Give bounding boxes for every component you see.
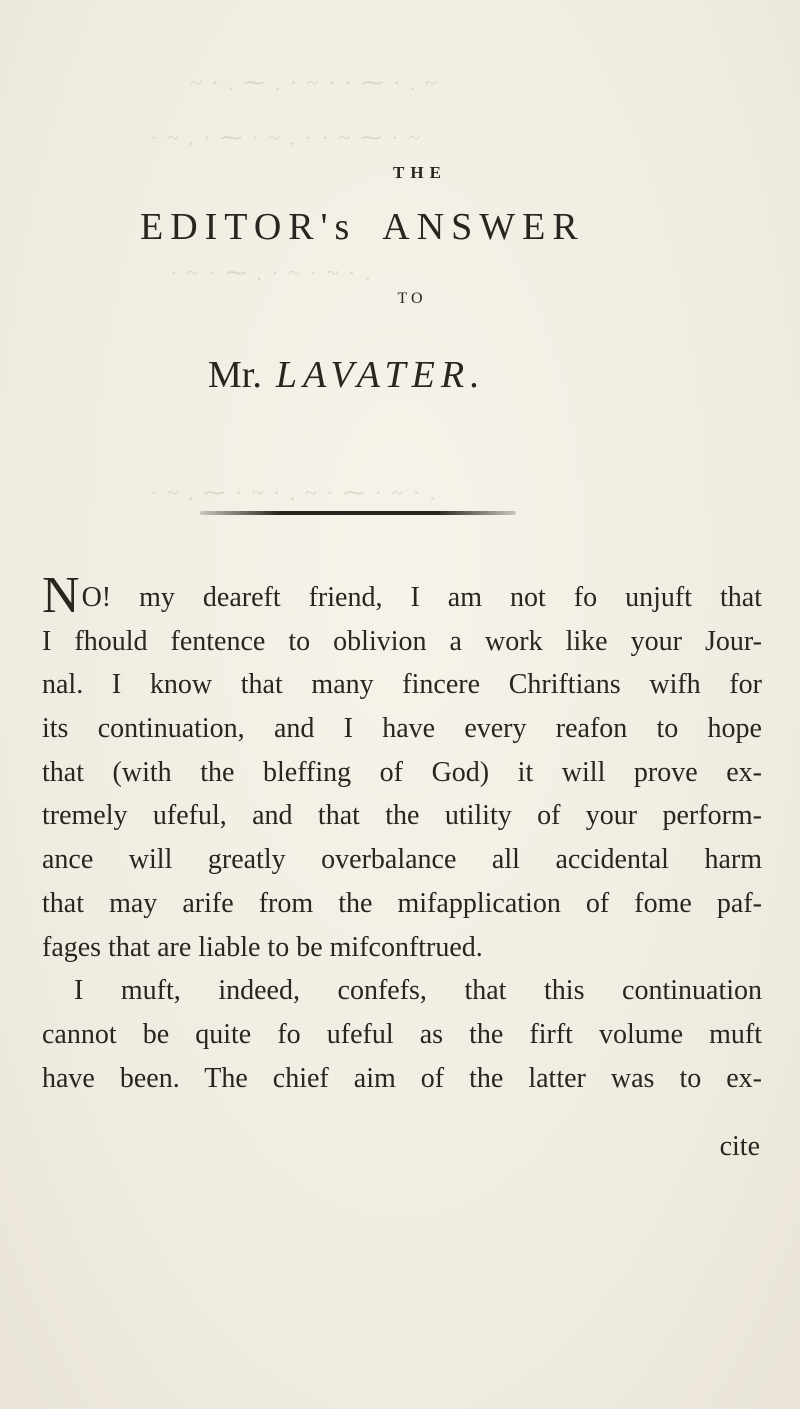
text-line: have been. The chief aim of the latter was to ex- bbox=[42, 1062, 762, 1094]
show-through-texture: · ~ . ⁓ · ~ · . ~ · ⁓ · ~ · . bbox=[150, 480, 438, 505]
text-line: tremely ufeful, and that the utility of your perform- bbox=[42, 800, 762, 832]
body-text bbox=[42, 576, 762, 1100]
page-title bbox=[140, 205, 585, 249]
title-mr: Mr. bbox=[208, 354, 262, 396]
text-line: that may arife from the mifapplication of fome paf- bbox=[42, 887, 762, 919]
text-line: its continuation, and I have every reafon to hope bbox=[42, 713, 762, 745]
text-line: ance will greatly overbalance all accidental harm bbox=[42, 844, 762, 876]
text-line: nal. I know that many fincere Chriftians wifh for bbox=[42, 669, 762, 701]
text-line bbox=[42, 576, 762, 620]
text-line: fages that are liable to be mifconftrued. bbox=[42, 931, 483, 963]
catchword: cite bbox=[719, 1131, 760, 1162]
title-rule bbox=[200, 511, 516, 515]
title-addressee bbox=[208, 353, 486, 397]
text-line: I fhould fentence to oblivion a work like your Jour- bbox=[42, 625, 762, 657]
title-to: TO bbox=[397, 290, 427, 307]
text-line-1: O! my deareft friend, I am not fo unjuft that bbox=[81, 582, 762, 613]
text-line: cannot be quite fo ufeful as the firft volume muft bbox=[42, 1018, 762, 1050]
drop-cap: N bbox=[42, 576, 80, 620]
text-line: that (with the bleffing of God) it will prove ex- bbox=[42, 756, 762, 788]
title-answer: ANSWER bbox=[382, 206, 585, 248]
show-through-texture: · ~ . · ⁓ · ~ . · · ~ ⁓ · ~ bbox=[150, 125, 423, 150]
text-line: I muft, indeed, confefs, that this continuation bbox=[74, 975, 762, 1007]
show-through-texture: · ~ · ⁓ . · ~ · ~ · . bbox=[170, 260, 373, 285]
title-the: THE bbox=[393, 163, 447, 182]
title-editors: EDITOR's bbox=[140, 206, 357, 248]
title-lavater: LAVATER. bbox=[275, 354, 486, 396]
show-through-texture: ~ · . ⁓ . · ~ · · ⁓ · . ~ bbox=[190, 70, 439, 95]
